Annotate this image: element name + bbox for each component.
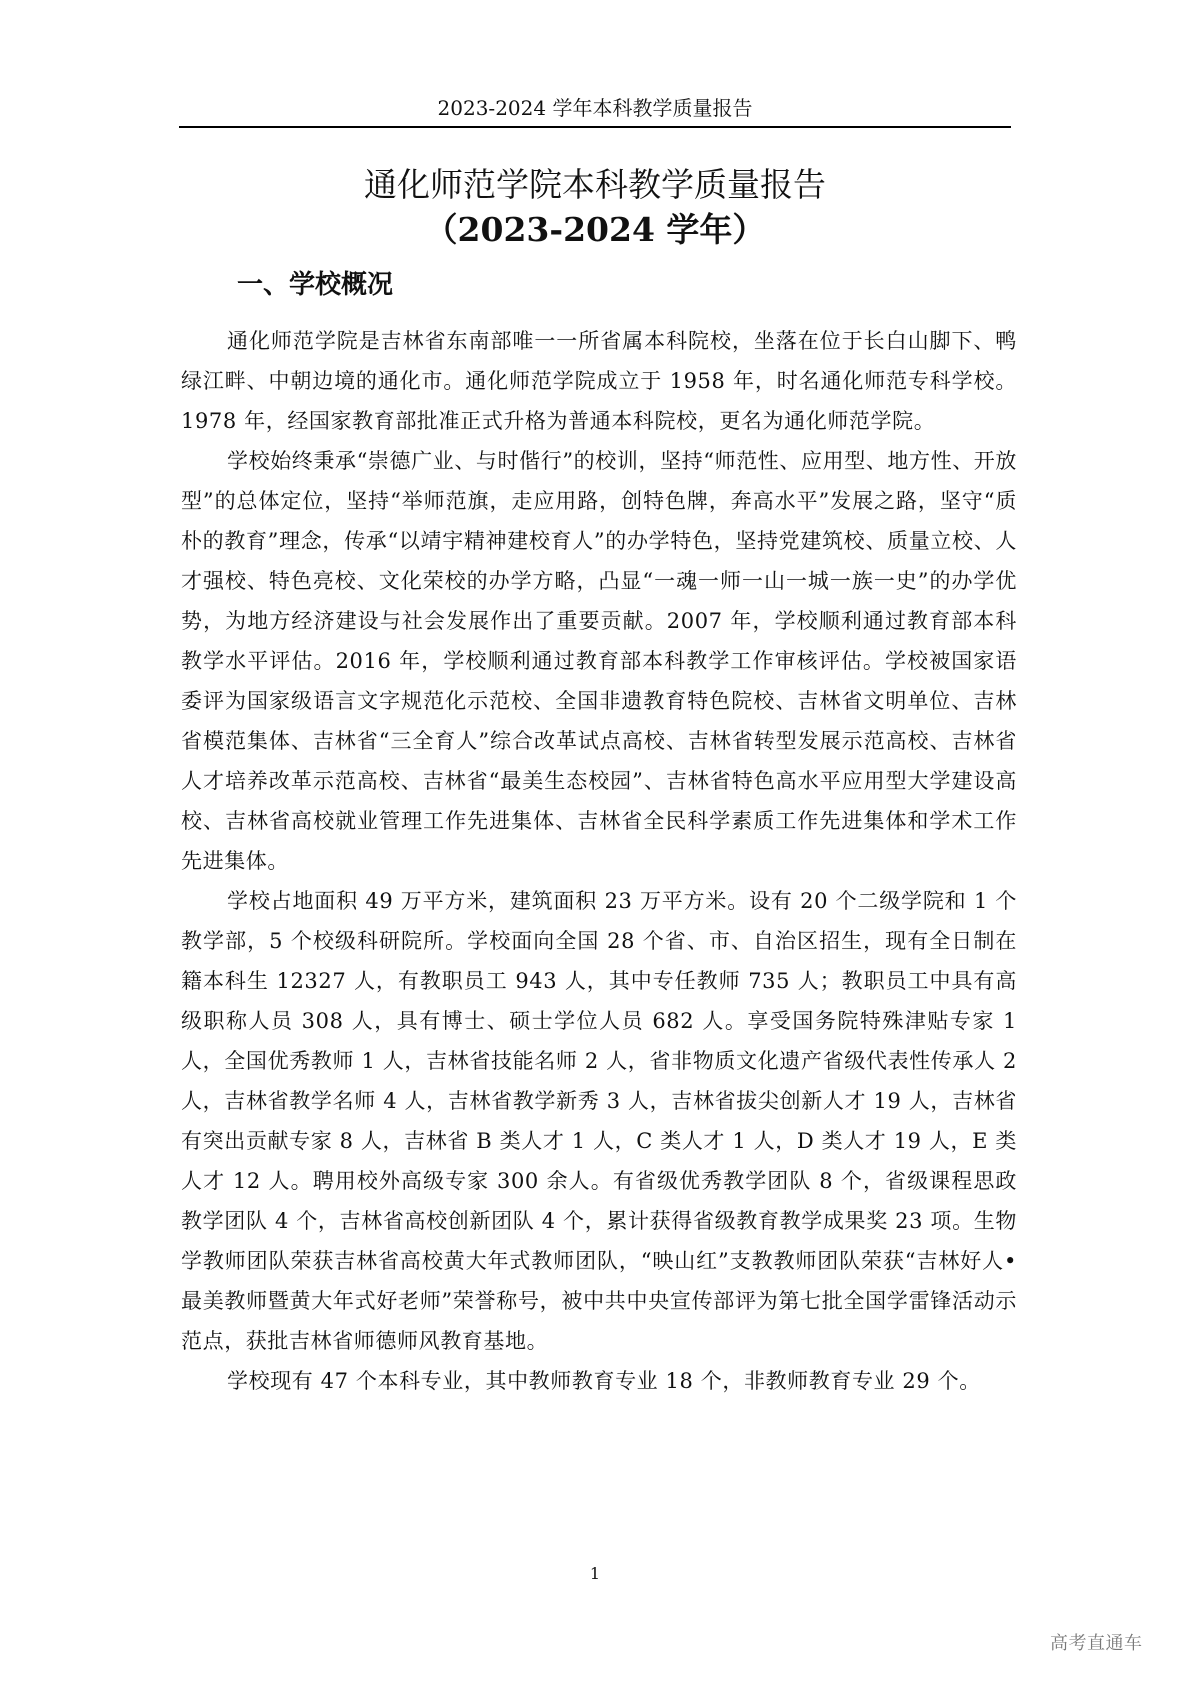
paragraph-school-motto-honors: 学校始终秉承“崇德广业、与时偕行”的校训，坚持“师范性、应用型、地方性、开放型”的总体定位，坚持“举师范旗，走应用路，创特色牌，奔高水平”发展之路，坚守“质朴的教育”理念，传承“以靖宇精神建校育人”的办学特色，坚持党建筑校、质量立校、人才强校、特色亮校、文化荣校的办学方略，凸显“一魂一师一山一城一族一史”的办学优势，为地方经济建设与社会发展作出了重要贡献。2007 年，学校顺利通过教育部本科教学水平评估。2016 年，学校顺利通过教育部本科教学工作审核评估。学校被国家语委评为国家级语言文字规范化示范校、全国非遗教育特色院校、吉林省文明单位、吉林省模范集体、吉林省“三全育人”综合改革试点高校、吉林省转型发展示范高校、吉林省人才培养改革示范高校、吉林省“最美生态校园”、吉林省特色高水平应用型大学建设高校、吉林省高校就业管理工作先进集体、吉林省全民科学素质工作先进集体和学术工作先进集体。 <box>181 449 1018 873</box>
paragraph-school-intro: 通化师范学院是吉林省东南部唯一一所省属本科院校，坐落在位于长白山脚下、鸭绿江畔、中朝边境的通化市。通化师范学院成立于 1958 年，时名通化师范专科学校。1978 年，经国家教育部批准正式升格为普通本科院校，更名为通化师范学院。 <box>181 329 1017 433</box>
page-number: 1 <box>589 1564 601 1583</box>
document-subtitle: （2023-2024 学年） <box>424 210 766 249</box>
running-header: 2023-2024 学年本科教学质量报告 <box>437 96 753 120</box>
document-title: 通化师范学院本科教学质量报告 <box>364 165 826 204</box>
section-heading: 一、学校概况 <box>237 270 394 300</box>
header-divider <box>179 126 1011 128</box>
watermark: 高考直通车 <box>1050 1633 1143 1654</box>
paragraph-majors: 学校现有 47 个本科专业，其中教师教育专业 18 个，非教师教育专业 29 个。 <box>227 1369 981 1393</box>
body-text <box>181 321 1017 1401</box>
paragraph-school-scale-staff: 学校占地面积 49 万平方米，建筑面积 23 万平方米。设有 20 个二级学院和 1 个教学部，5 个校级科研院所。学校面向全国 28 个省、市、自治区招生，现有全日制在籍本科生 12327 人，有教职员工 943 人，其中专任教师 735 人；教职员工中具有高级职称人员 308 人，具有博士、硕士学位人员 682 人。享受国务院特殊津贴专家 1 人，全国优秀教师 1 人，吉林省技能名师 2 人，省非物质文化遗产省级代表性传承人 2 人，吉林省教学名师 4 人，吉林省教学新秀 3 人，吉林省拔尖创新人才 19 人，吉林省有突出贡献专家 8 人，吉林省 B 类人才 1 人，C 类人才 1 人，D 类人才 19 人，E 类人才 12 人。聘用校外高级专家 300 余人。有省级优秀教学团队 8 个，省级课程思政教学团队 4 个，吉林省高校创新团队 4 个，累计获得省级教育教学成果奖 23 项。生物学教师团队荣获吉林省高校黄大年式教师团队，“映山红”支教教师团队荣获“吉林好人•最美教师暨黄大年式好老师”荣誉称号，被中共中央宣传部评为第七批全国学雷锋活动示范点，获批吉林省师德师风教育基地。 <box>181 889 1017 1353</box>
